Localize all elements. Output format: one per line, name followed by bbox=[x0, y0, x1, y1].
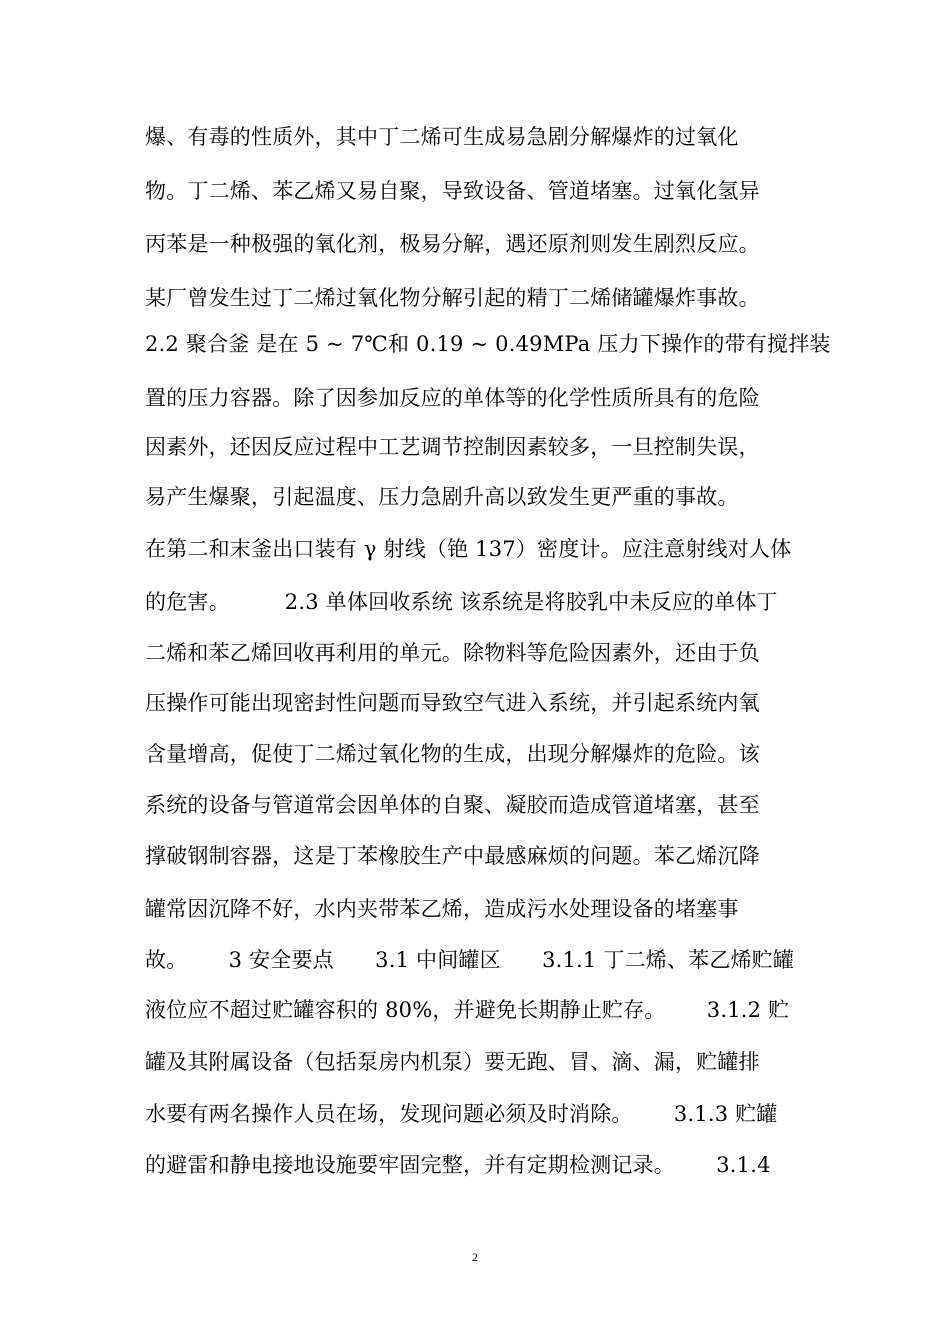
text-line: 某厂曾发生过丁二烯过氧化物分解引起的精丁二烯储罐爆炸事故。 bbox=[145, 286, 760, 310]
text-line: 罐常因沉降不好，水内夹带苯乙烯，造成污水处理设备的堵塞事 bbox=[145, 897, 739, 921]
text-line: 压操作可能出现密封性问题而导致空气进入系统，并引起系统内氧 bbox=[145, 691, 760, 715]
text-line: 水要有两名操作人员在场，发现问题必须及时消除。 3.1.3 贮罐 bbox=[145, 1102, 778, 1126]
text-line: 含量增高，促使丁二烯过氧化物的生成，出现分解爆炸的危险。该 bbox=[145, 742, 760, 766]
text-line: 罐及其附属设备（包括泵房内机泵）要无跑、冒、滴、漏，贮罐排 bbox=[145, 1050, 760, 1074]
text-line: 物。丁二烯、苯乙烯又易自聚，导致设备、管道堵塞。过氧化氢异 bbox=[145, 179, 760, 203]
text-line: 置的压力容器。除了因参加反应的单体等的化学性质所具有的危险 bbox=[145, 386, 760, 410]
text-line: 液位应不超过贮罐容积的 80%，并避免长期静止贮存。 3.1.2 贮 bbox=[145, 998, 790, 1022]
text-line: 因素外，还因反应过程中工艺调节控制因素较多，一旦控制失误， bbox=[145, 435, 760, 459]
text-line: 易产生爆聚，引起温度、压力急剧升高以致发生更严重的事故。 bbox=[145, 485, 739, 509]
page-number: 2 bbox=[472, 1250, 478, 1264]
text-line: 爆、有毒的性质外，其中丁二烯可生成易急剧分解爆炸的过氧化 bbox=[145, 125, 739, 149]
text-line: 故。 3 安全要点 3.1 中间罐区 3.1.1 丁二烯、苯乙烯贮罐 bbox=[145, 948, 795, 972]
text-line: 系统的设备与管道常会因单体的自聚、凝胶而造成管道堵塞，甚至 bbox=[145, 793, 760, 817]
text-line: 的避雷和静电接地设施要牢固完整，并有定期检测记录。 3.1.4 bbox=[145, 1153, 771, 1177]
text-line: 的危害。 2.3 单体回收系统 该系统是将胶乳中未反应的单体丁 bbox=[145, 590, 778, 614]
text-line: 撑破钢制容器，这是丁苯橡胶生产中最感麻烦的问题。苯乙烯沉降 bbox=[145, 844, 760, 868]
text-line: 在第二和末釜出口装有 γ 射线（铯 137）密度计。应注意射线对人体 bbox=[145, 537, 792, 561]
text-line: 丙苯是一种极强的氧化剂，极易分解，遇还原剂则发生剧烈反应。 bbox=[145, 232, 760, 256]
text-line: 二烯和苯乙烯回收再利用的单元。除物料等危险因素外，还由于负 bbox=[145, 641, 760, 665]
text-line: 2.2 聚合釜 是在 5 ~ 7℃和 0.19 ~ 0.49MPa 压力下操作的带有搅拌装 bbox=[145, 332, 831, 356]
